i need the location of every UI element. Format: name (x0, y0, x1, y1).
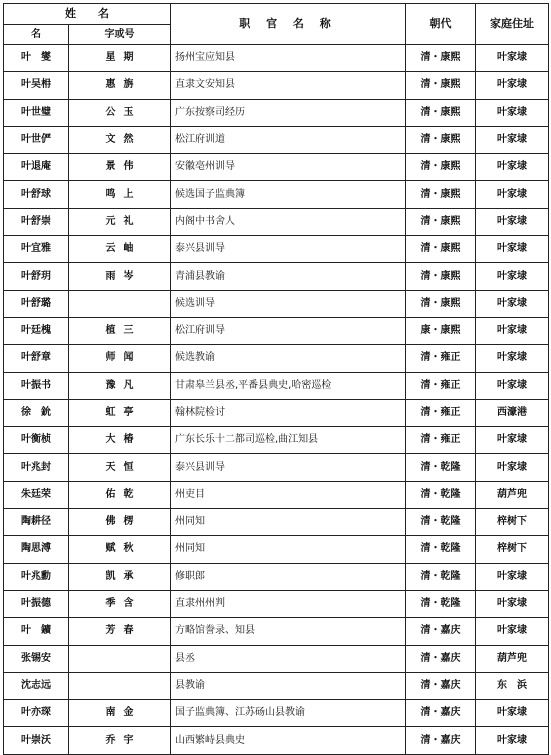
courtesy-cell: 季含 (69, 590, 171, 617)
name-cell: 张锡安 (4, 645, 69, 672)
courtesy-cell (69, 672, 171, 699)
courtesy-cell: 鸣上 (69, 181, 171, 208)
residence-cell: 叶家埭 (476, 208, 549, 235)
header-given-name: 名 (4, 25, 69, 45)
residence-cell: 叶家埭 (476, 618, 549, 645)
table-row (4, 126, 549, 153)
table-body (4, 45, 549, 755)
header-courtesy-name: 字或号 (69, 25, 171, 45)
office-cell: 扬州宝应知县 (171, 45, 406, 72)
name-cell: 徐 鈗 (4, 399, 69, 426)
courtesy-cell: 虹亭 (69, 399, 171, 426)
name-cell: 叶振德 (4, 590, 69, 617)
office-cell: 州同知 (171, 509, 406, 536)
courtesy-cell: 惠旃 (69, 72, 171, 99)
name-cell: 叶衡桢 (4, 427, 69, 454)
dynasty-cell: 清・嘉庆 (406, 727, 476, 754)
dynasty-cell: 清・乾隆 (406, 590, 476, 617)
office-cell: 广东长乐十二都司巡检,曲江知县 (171, 427, 406, 454)
header-residence: 家庭住址 (476, 4, 549, 45)
residence-cell: 叶家埭 (476, 345, 549, 372)
office-cell: 州同知 (171, 536, 406, 563)
residence-cell: 叶家埭 (476, 454, 549, 481)
office-cell: 候选国子监典簿 (171, 181, 406, 208)
dynasty-cell: 清・嘉庆 (406, 700, 476, 727)
table-row (4, 345, 549, 372)
table-row (4, 263, 549, 290)
table-row (4, 290, 549, 317)
header-dynasty: 朝代 (406, 4, 476, 45)
name-cell: 叶亦琛 (4, 700, 69, 727)
residence-cell: 叶家埭 (476, 45, 549, 72)
dynasty-cell: 清・乾隆 (406, 509, 476, 536)
courtesy-cell: 景伟 (69, 154, 171, 181)
name-cell: 叶舒玥 (4, 263, 69, 290)
table-row (4, 399, 549, 426)
dynasty-cell: 清・康熙 (406, 181, 476, 208)
dynasty-cell: 清・乾隆 (406, 454, 476, 481)
courtesy-cell: 佛楞 (69, 509, 171, 536)
office-cell: 县教谕 (171, 672, 406, 699)
courtesy-cell: 佑乾 (69, 481, 171, 508)
courtesy-cell (69, 645, 171, 672)
table-row (4, 727, 549, 754)
table-row (4, 45, 549, 72)
residence-cell: 西濠港 (476, 399, 549, 426)
residence-cell: 叶家埭 (476, 263, 549, 290)
dynasty-cell: 清・康熙 (406, 263, 476, 290)
dynasty-cell: 清・雍正 (406, 372, 476, 399)
office-cell: 候选训导 (171, 290, 406, 317)
courtesy-cell: 南金 (69, 700, 171, 727)
table-row (4, 99, 549, 126)
header-surname-name: 姓 名 (4, 4, 171, 25)
table-row (4, 372, 549, 399)
courtesy-cell: 公玉 (69, 99, 171, 126)
office-cell: 内阁中书舍人 (171, 208, 406, 235)
name-cell: 叶兆勳 (4, 563, 69, 590)
dynasty-cell: 清・雍正 (406, 427, 476, 454)
office-cell: 山西繁峙县典史 (171, 727, 406, 754)
residence-cell: 叶家埭 (476, 590, 549, 617)
dynasty-cell: 清・嘉庆 (406, 672, 476, 699)
name-cell: 叶 燮 (4, 45, 69, 72)
office-cell: 翰林院检讨 (171, 399, 406, 426)
residence-cell: 梓树下 (476, 509, 549, 536)
name-cell: 叶振书 (4, 372, 69, 399)
courtesy-cell: 乔宇 (69, 727, 171, 754)
table-row (4, 672, 549, 699)
name-cell: 叶舒崇 (4, 208, 69, 235)
courtesy-cell: 大椿 (69, 427, 171, 454)
courtesy-cell: 星期 (69, 45, 171, 72)
table-row (4, 590, 549, 617)
dynasty-cell: 清・康熙 (406, 72, 476, 99)
dynasty-cell: 清・嘉庆 (406, 645, 476, 672)
residence-cell: 叶家埭 (476, 317, 549, 344)
courtesy-cell: 芳春 (69, 618, 171, 645)
table-row (4, 72, 549, 99)
courtesy-cell: 文然 (69, 126, 171, 153)
name-cell: 陶耕径 (4, 509, 69, 536)
courtesy-cell: 雨岑 (69, 263, 171, 290)
name-cell: 叶吴枏 (4, 72, 69, 99)
dynasty-cell: 清・乾隆 (406, 536, 476, 563)
name-cell: 叶世璧 (4, 99, 69, 126)
office-cell: 直隶文安知县 (171, 72, 406, 99)
office-cell: 广东按察司经历 (171, 99, 406, 126)
residence-cell: 叶家埭 (476, 427, 549, 454)
residence-cell: 叶家埭 (476, 236, 549, 263)
table-row (4, 427, 549, 454)
office-cell: 泰兴县训导 (171, 454, 406, 481)
residence-cell: 叶家埭 (476, 700, 549, 727)
residence-cell: 叶家埭 (476, 372, 549, 399)
courtesy-cell: 豫凡 (69, 372, 171, 399)
name-cell: 沈志远 (4, 672, 69, 699)
dynasty-cell: 清・雍正 (406, 345, 476, 372)
dynasty-cell: 清・康熙 (406, 290, 476, 317)
dynasty-cell: 清・康熙 (406, 236, 476, 263)
office-cell: 候选教谕 (171, 345, 406, 372)
name-cell: 叶舒球 (4, 181, 69, 208)
courtesy-cell (69, 290, 171, 317)
table-row (4, 536, 549, 563)
table-row (4, 563, 549, 590)
table-row (4, 181, 549, 208)
office-cell: 安徽亳州训导 (171, 154, 406, 181)
office-cell: 直隶州州判 (171, 590, 406, 617)
courtesy-cell: 赋秋 (69, 536, 171, 563)
table-row (4, 154, 549, 181)
office-cell: 青浦县教谕 (171, 263, 406, 290)
residence-cell: 葫芦兜 (476, 481, 549, 508)
courtesy-cell: 云岫 (69, 236, 171, 263)
table-row (4, 509, 549, 536)
officials-table (3, 3, 549, 755)
courtesy-cell: 凯承 (69, 563, 171, 590)
courtesy-cell: 植三 (69, 317, 171, 344)
residence-cell: 叶家埭 (476, 181, 549, 208)
dynasty-cell: 清・康熙 (406, 126, 476, 153)
dynasty-cell: 清・乾隆 (406, 563, 476, 590)
dynasty-cell: 清・乾隆 (406, 481, 476, 508)
residence-cell: 叶家埭 (476, 126, 549, 153)
table-row (4, 645, 549, 672)
office-cell: 县丞 (171, 645, 406, 672)
table-row (4, 317, 549, 344)
name-cell: 叶廷槐 (4, 317, 69, 344)
residence-cell: 叶家埭 (476, 154, 549, 181)
table-row (4, 618, 549, 645)
table-row (4, 454, 549, 481)
residence-cell: 叶家埭 (476, 563, 549, 590)
name-cell: 朱廷荣 (4, 481, 69, 508)
office-cell: 国子监典簿、江苏砀山县教谕 (171, 700, 406, 727)
office-cell: 州吏目 (171, 481, 406, 508)
dynasty-cell: 清・康熙 (406, 45, 476, 72)
residence-cell: 叶家埭 (476, 99, 549, 126)
name-cell: 陶思溥 (4, 536, 69, 563)
residence-cell: 叶家埭 (476, 727, 549, 754)
residence-cell: 叶家埭 (476, 290, 549, 317)
courtesy-cell: 天恒 (69, 454, 171, 481)
office-cell: 甘肃皋兰县丞,平番县典史,哈密巡检 (171, 372, 406, 399)
dynasty-cell: 清・康熙 (406, 208, 476, 235)
residence-cell: 梓树下 (476, 536, 549, 563)
name-cell: 叶 鑛 (4, 618, 69, 645)
table-row (4, 481, 549, 508)
courtesy-cell: 师闻 (69, 345, 171, 372)
table-row (4, 208, 549, 235)
office-cell: 修职郎 (171, 563, 406, 590)
name-cell: 叶舒璐 (4, 290, 69, 317)
table-header (4, 4, 549, 45)
office-cell: 松江府训导 (171, 317, 406, 344)
office-cell: 松江府训道 (171, 126, 406, 153)
dynasty-cell: 清・康熙 (406, 154, 476, 181)
name-cell: 叶世俨 (4, 126, 69, 153)
name-cell: 叶兆封 (4, 454, 69, 481)
name-cell: 叶宜雅 (4, 236, 69, 263)
courtesy-cell: 元礼 (69, 208, 171, 235)
office-cell: 泰兴县训导 (171, 236, 406, 263)
table-row (4, 700, 549, 727)
name-cell: 叶崇沃 (4, 727, 69, 754)
name-cell: 叶退庵 (4, 154, 69, 181)
dynasty-cell: 清・雍正 (406, 399, 476, 426)
header-official-title: 职 官 名 称 (171, 4, 406, 45)
name-cell: 叶舒章 (4, 345, 69, 372)
residence-cell: 葫芦兜 (476, 645, 549, 672)
dynasty-cell: 康・康熙 (406, 317, 476, 344)
residence-cell: 叶家埭 (476, 72, 549, 99)
dynasty-cell: 清・嘉庆 (406, 618, 476, 645)
office-cell: 方略馆誊录、知县 (171, 618, 406, 645)
table-row (4, 236, 549, 263)
residence-cell: 东 浜 (476, 672, 549, 699)
dynasty-cell: 清・康熙 (406, 99, 476, 126)
